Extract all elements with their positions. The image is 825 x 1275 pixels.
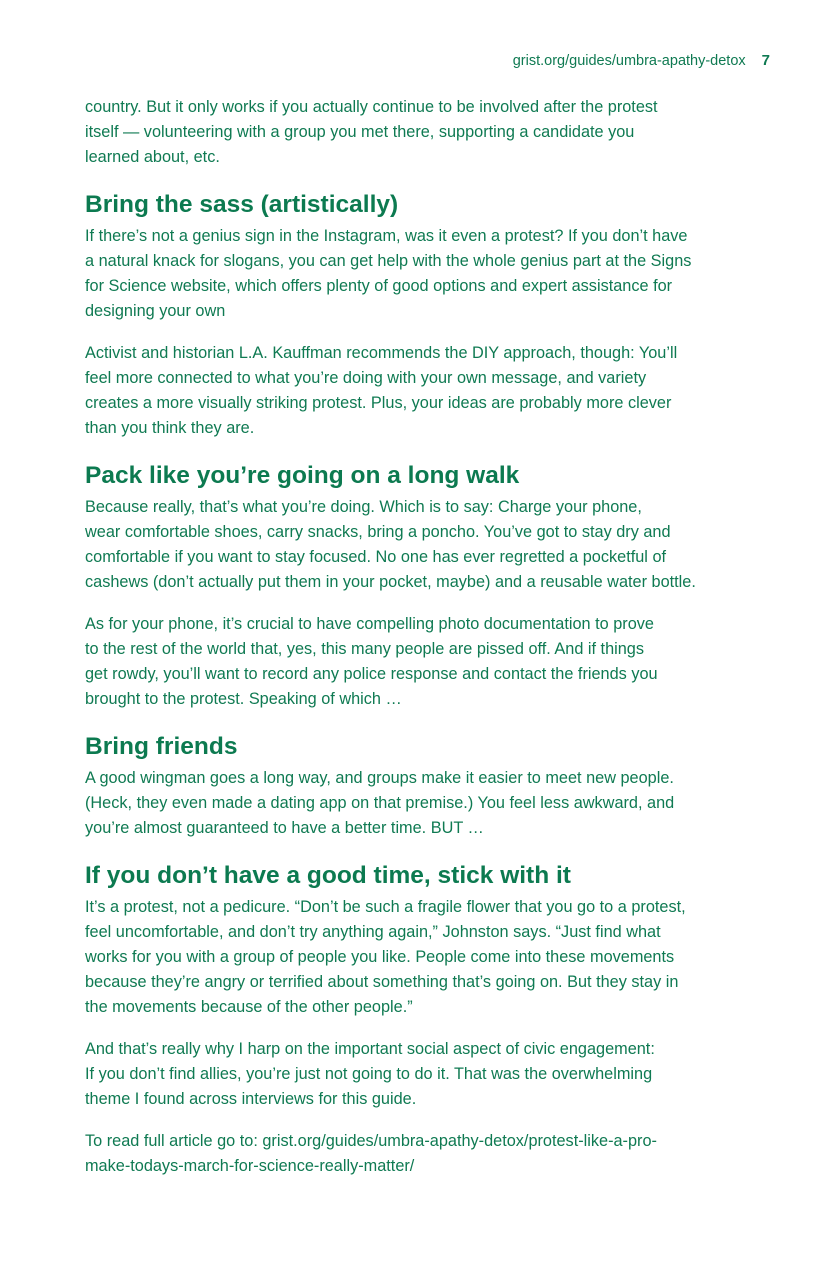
section-heading-pack: Pack like you’re going on a long walk	[85, 462, 520, 489]
paragraph-stick-2: And that’s really why I harp on the important social aspect of civic engagement: If you don’t find allies, you’re just not going to do it. That was the overwhelming theme I found across interviews for this guide.	[85, 1040, 655, 1108]
section-heading-stick-with-it: If you don’t have a good time, stick with it	[85, 862, 571, 889]
page-number: 7	[761, 52, 770, 69]
running-header	[513, 52, 770, 69]
paragraph-friends: A good wingman goes a long way, and groups make it easier to meet new people. (Heck, they even made a dating app on that premise.) You feel less awkward, and you’re almost guaranteed to have a better time. BUT …	[85, 769, 675, 837]
paragraph-sass-2: Activist and historian L.A. Kauffman recommends the DIY approach, though: You’ll feel more connected to what you’re doing with your own message, and variety creates a more visually striking protest. Plus, your ideas are probably more clever than you think they are.	[85, 344, 678, 437]
article-body	[85, 95, 750, 1196]
section-heading-friends: Bring friends	[85, 733, 238, 760]
section-heading-sass: Bring the sass (artistically)	[85, 191, 399, 218]
header-url: grist.org/guides/umbra-apathy-detox	[512, 53, 746, 69]
paragraph-pack-1: Because really, that’s what you’re doing. Which is to say: Charge your phone, wear comfortable shoes, carry snacks, bring a poncho. You’ve got to stay dry and comfortable if you want to stay focused. No one has ever regretted a pocketful of cashews (don’t actually put them in your pocket, maybe) and a reusable water bottle.	[85, 498, 696, 591]
paragraph-continuation: country. But it only works if you actually continue to be involved after the protest itself — volunteering with a group you met there, supporting a candidate you learned about, etc.	[85, 98, 658, 166]
paragraph-read-more-link[interactable]: To read full article go to: grist.org/guides/umbra-apathy-detox/protest-like-a-pro- make-todays-march-for-science-really-matter/	[85, 1132, 657, 1175]
paragraph-stick-1: It’s a protest, not a pedicure. “Don’t be such a fragile flower that you go to a protest, feel uncomfortable, and don’t try anything again,” Johnston says. “Just find what works for you with a group of people you like. People come into these movements because they’re angry or terrified about something that’s going on. But they stay in the movements because of the other people.”	[85, 898, 686, 1016]
paragraph-sass-1: If there’s not a genius sign in the Instagram, was it even a protest? If you don’t have a natural knack for slogans, you can get help with the whole genius part at the Signs for Science website, which offers plenty of good options and expert assistance for designing your own	[85, 227, 692, 320]
paragraph-pack-2: As for your phone, it’s crucial to have compelling photo documentation to prove to the rest of the world that, yes, this many people are pissed off. And if things get rowdy, you’ll want to record any police response and contact the friends you brought to the protest. Speaking of which …	[85, 615, 658, 708]
